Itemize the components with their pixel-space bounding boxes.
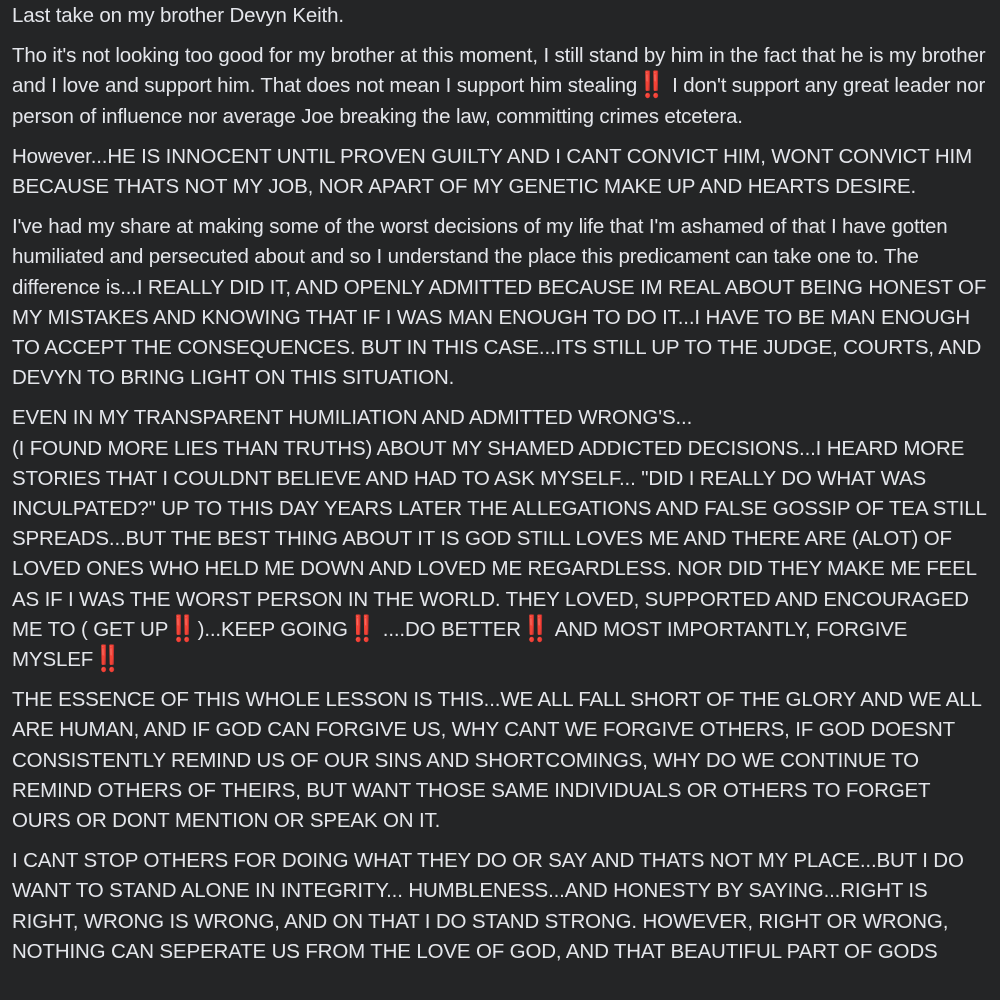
paragraph-1 [12,41,992,132]
paragraph-5: THE ESSENCE OF THIS WHOLE LESSON IS THIS...WE ALL FALL SHORT OF THE GLORY AND WE ALL ARE HUMAN, AND IF GOD CAN FORGIVE US, WHY CANT WE FORGIVE OTHERS, IF GOD DOESNT CONSISTENTLY REMIND US OF OUR SINS AND SHORTCOMINGS, WHY DO WE CONTINUE TO REMIND OTHERS OF THEIRS, BUT WANT THOSE SAME INDIVIDUALS OR OTHERS TO FORGET OURS OR DONT MENTION OR SPEAK ON IT. [12,688,982,833]
paragraph-2: However...HE IS INNOCENT UNTIL PROVEN GUILTY AND I CANT CONVICT HIM, WONT CONVICT HIM BECAUSE THATS NOT MY JOB, NOR APART OF MY GENETIC MAKE UP AND HEARTS DESIRE. [12,144,972,199]
double-exclamation-icon: ‼️ [94,644,119,673]
post-heading: Last take on my brother Devyn Keith. [12,4,344,27]
double-exclamation-icon: ‼️ [521,613,547,643]
paragraph-4-text-c: ....DO BETTER [377,617,521,641]
paragraph-3: I've had my share at making some of the worst decisions of my life that I'm ashamed of that I have gotten humiliated and persecuted about and so I understand the place this predicament can take one to. The difference is...I REALLY DID IT, AND OPENLY ADMITTED BECAUSE IM REAL ABOUT BEING HONEST OF MY MISTAKES AND KNOWING THAT IF I WAS MAN ENOUGH TO DO IT...I HAVE TO BE MAN ENOUGH TO ACCEPT THE CONSEQUENCES. BUT IN THIS CASE...ITS STILL UP TO THE JUDGE, COURTS, AND DEVYN TO BRING LIGHT ON THIS SITUATION. [12,215,987,390]
paragraph-4-text-a: (I FOUND MORE LIES THAN TRUTHS) ABOUT MY SHAMED ADDICTED DECISIONS...I HEARD MORE STORIES THAT I COULDNT BELIEVE AND HAD TO ASK MYSELF... "DID I REALLY DO WHAT WAS INCULPATED?" UP TO THIS DAY YEARS LATER THE ALLEGATIONS AND FALSE GOSSIP OF TEA STILL SPREADS...BUT THE BEST THING ABOUT IT IS GOD STILL LOVES ME AND THERE ARE (ALOT) OF LOVED ONES WHO HELD ME DOWN AND LOVED ME REGARDLESS. NOR DID THEY MAKE ME FEEL AS IF I WAS THE WORST PERSON IN THE WORLD. THEY LOVED, SUPPORTED AND ENCOURAGED ME TO ( GET UP [12,436,986,641]
paragraph-4-line-1: EVEN IN MY TRANSPARENT HUMILIATION AND ADMITTED WRONG'S... [12,406,693,430]
double-exclamation-icon: ‼️ [638,70,663,100]
double-exclamation-icon: ‼️ [169,613,194,643]
paragraph-1-text-b: I don't support any great leader nor person of influence nor average Joe breaking the law, committing crimes etcetera. [12,74,986,128]
paragraph-4-text-d: AND MOST IMPORTANTLY, FORGIVE MYSLEF [12,617,908,672]
paragraph-6: I CANT STOP OTHERS FOR DOING WHAT THEY DO OR SAY AND THATS NOT MY PLACE...BUT I DO WANT TO STAND ALONE IN INTEGRITY... HUMBLENESS...AND HONESTY BY SAYING...RIGHT IS RIGHT, WRONG IS WRONG, AND ON THAT I DO STAND STRONG. HOWEVER, RIGHT OR WRONG, NOTHING CAN SEPERATE US FROM THE LOVE OF GOD, AND THAT BEAUTIFUL PART OF GODS [12,849,964,963]
paragraph-1-text-a: Tho it's not looking too good for my brother at this moment, I still stand by him in the fact that he is my brother and I love and support him. That does not mean I support him stealing [12,44,986,98]
double-exclamation-icon: ‼️ [348,613,374,643]
paragraph-4-text-b: )...KEEP GOING [197,617,348,641]
paragraph-4 [12,403,992,675]
